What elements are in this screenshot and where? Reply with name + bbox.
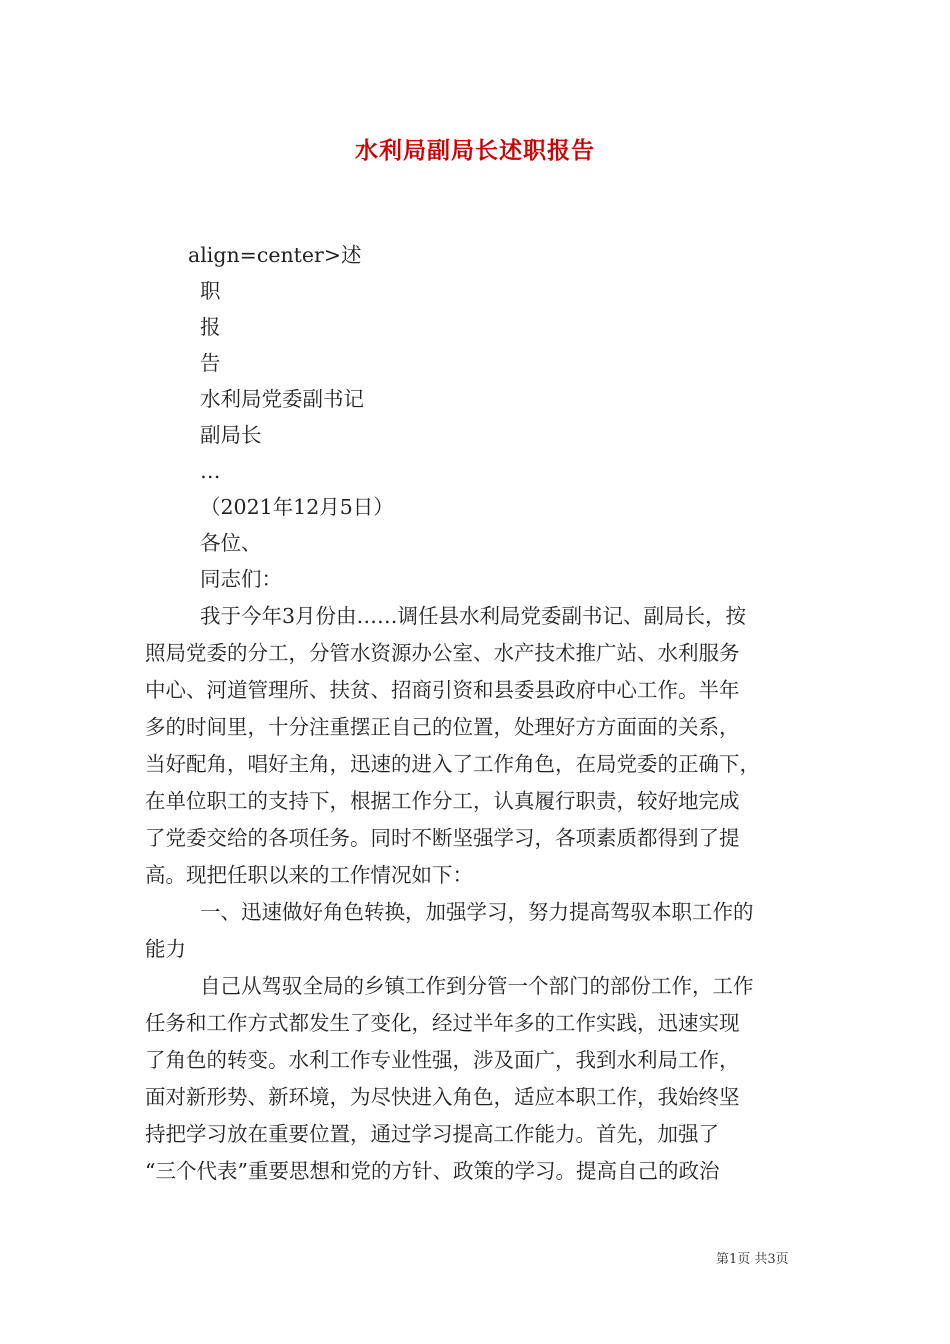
header-line: 副局长 [200,423,262,447]
header-line: 告 [200,351,221,375]
header-line: align=center>述 [188,243,362,267]
paragraph-line: 在单位职工的支持下，根据工作分工，认真履行职责，较好地完成 [145,789,740,813]
paragraph-line: 高。现把任职以来的工作情况如下： [145,863,473,887]
paragraph-line: 自己从驾驭全局的乡镇工作到分管一个部门的部份工作，工作 [200,974,754,998]
salutation-line: 同志们： [200,567,282,591]
page-number: 第1页 共3页 [716,1252,789,1267]
paragraph-line: 了角色的转变。水利工作专业性强，涉及面广，我到水利局工作， [145,1048,740,1072]
paragraph-line: 面对新形势、新环境，为尽快进入角色，适应本职工作，我始终坚 [145,1085,740,1109]
paragraph-line: 了党委交给的各项任务。同时不断坚强学习，各项素质都得到了提 [145,826,740,850]
section-heading-line: 能力 [145,937,186,961]
paragraph-line: 当好配角，唱好主角，迅速的进入了工作角色，在局党委的正确下， [145,752,760,776]
paragraph-line: 多的时间里，十分注重摆正自己的位置，处理好方方面面的关系， [145,715,740,739]
section-heading-line: 一、迅速做好角色转换，加强学习，努力提高驾驭本职工作的 [200,900,754,924]
header-line: 水利局党委副书记 [200,387,364,411]
paragraph-line: 我于今年3月份由……调任县水利局党委副书记、副局长，按 [200,604,747,628]
header-line: 职 [200,279,221,303]
paragraph-line: 照局党委的分工，分管水资源办公室、水产技术推广站、水利服务 [145,641,740,665]
paragraph-line: “三个代表”重要思想和党的方针、政策的学习。提高自己的政治 [145,1159,720,1183]
paragraph-line: 持把学习放在重要位置，通过学习提高工作能力。首先，加强了 [145,1122,719,1146]
document-title: 水利局副局长述职报告 [355,137,595,164]
paragraph-line: 中心、河道管理所、扶贫、招商引资和县委县政府中心工作。半年 [145,678,740,702]
header-line: … [200,459,221,483]
header-line: 报 [200,315,221,339]
date-line: （2021年12月5日） [200,495,394,519]
salutation-line: 各位、 [200,531,262,555]
paragraph-line: 任务和工作方式都发生了变化，经过半年多的工作实践，迅速实现 [145,1011,740,1035]
